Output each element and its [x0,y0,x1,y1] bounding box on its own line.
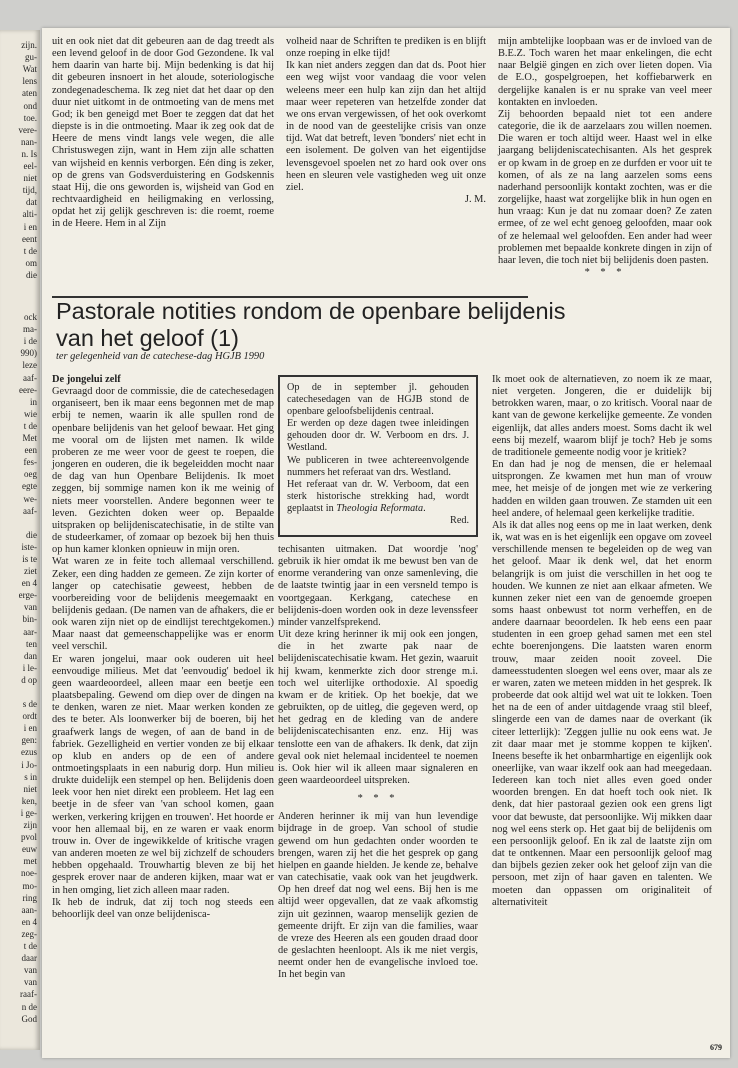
left-page-fragment: gen: [21,735,37,746]
left-page-fragment: s de [22,699,37,709]
left-page-fragment: eent [22,233,37,244]
continuation-paragraph: mijn ambtelijke loopbaan was er de invloed van de B.E.Z. Toch waren het maar enkelingen, die echt naar België gingen en zich over lieten dopen. Via de E.O., gospelgroepen, het koffiebarwerk en dergelijke kanalen is er nu sprake van veel meer kontakten en invloeden. [498,36,712,108]
left-page-fragment: egte [22,481,37,492]
left-page-fragment: zijn. [21,40,37,50]
editorial-note-text: Het referaat van dr. W. Verboom, dat een sterk historische strekking had, wordt geplaatst in [287,478,469,514]
left-page-fragment: ken, [21,795,37,806]
left-page-fragment: pvol [20,832,37,843]
editorial-note-text: . [423,502,426,514]
article-column-2 [278,544,478,981]
left-page-fragment: aar- [23,626,37,637]
left-page-fragment: eel- [23,161,37,171]
section-heading: De jongelui zelf [52,374,121,385]
column-3-top [498,36,712,279]
left-page-fragment: aan- [21,904,37,915]
left-page-fragment: van [24,977,37,988]
left-page-fragment: die [26,529,37,540]
left-page-fragment: is te [22,553,37,564]
continuation-paragraph: volheid naar de Schriften te prediken is en blijft onze roeping in elke tijd! [286,36,486,60]
left-page-fragment: zeg- [21,928,37,939]
left-page-fragment: gu- [25,52,37,63]
left-page-fragment: dan [24,650,37,661]
left-page-fragment: i ge- [20,807,37,818]
article-body: Gevraagd door de commissie, die de catechesedagen organiseert, ben ik maar eens begonnen met de map erbij te nemen, waarin ik alle spullen rond de openbare belijdenis van het geloof bewaar. Het ging me vooral om de lijsten met namen. Ik wilde proberen ze me weer voor de geest te roepen, die jongeren en ouderen, die ik begeleidden mocht naar de dag van hun Openbare Belijdenis. Ik moet zeggen, bij sommige namen kon ik me weinig of niets meer voorstellen. Andere begonnen weer te leven. Gezichten doken weer op. Bepaalde uitspraken op belijdeniscatechisatie, in de stilte van de studeerkamer, of zomaar op bezoek bij hen thuis op hun kamer klonken opnieuw in mijn oren. Wat waren ze in feite toch allemaal verschillend. Zeker, een ding hadden ze gemeen. Ze zijn korter of langer op catechisatie geweest, hebben de voorbereiding voor de belijdenis meegemaakt en belijdenis gedaan. (De namen van de afhakers, die er ook waren zijn niet op de eindlijst terechtgekomen.) Maar naast dat gemeenschappelijke was er enorm veel verschil. Er waren jongelui, maar ook ouderen uit heel eenvoudige milieus. Met dat 'eenvoudig' bedoel ik geen waardeoordeel, alleen maar een beetje een plaatsbepaling. Gewend om diep over de dingen na te denken, waren ze niet. Maar werken konden ze des te beter. Als loonwerker bij de boeren, bij het graafwerk langs de wegen, of aan de band in de fabriek. Gezelligheid en vertier vonden ze bij elkaar op klub en anders op de een of andere ontmoetingsplaats in een naburig dorp. Hun milieu drukte duidelijk een stempel op hen. Belijdenis doen leek voor hen niet direkt een probleem. Het lag een beetje in de sfeer van 'van school komen, gaan werken, verkering krijgen en trouwen'. Het hoorde er voor hen allemaal bij, en ze waren er vaak enorm trouw in. Over de ingewikkelde of kritische vragen van anderen moeten ze wel bij zichzelf de schouders hebben opgehaald. Trouwhartig bleven ze bij het gesprek erover naar de anderen kijken, maar wat er in hen omging, liet zich alleen maar raden. Ik heb de indruk, dat zij toch nog steeds een behoorlijk deel van onze belijdenisca- [52,386,274,920]
left-page-fragment: en 4 [21,578,37,589]
page-number: 679 [710,1043,722,1052]
editorial-note: Op de in september jl. gehouden catechesedagen van de HGJB stond de openbare geloofsbelijdenis centraal. [287,382,469,418]
left-page-fragment: God [21,1013,37,1024]
article-body: Anderen herinner ik mij van hun levendige bijdrage in de groep. Van school of studie gewend om hun gedachten onder woorden te brengen, waren zij het die het gesprek op gang hielpen en gaande hielden. Je kende ze, behalve van catechisatie, vaak ook van het jeugdwerk. Op hen dreef dat nog wel eens. Bij hen is me altijd weer opgevallen, dat ze vaak afkomstig zijn uit gezinnen, waarop menselijk gezien de gemeente drijft. Er zijn van die families, waar de vreze des Heeren als een gouden draad door de geslachten heenloopt. Als ik me niet vergis, neemt onder hen de evangelische invloed toe. In het begin van [278,811,478,981]
left-page-fragment: oeg [24,469,37,480]
left-page-fragment: niet [23,783,37,794]
journal-title: Theologia Reformata [336,502,424,514]
left-page-fragment: fes- [23,457,37,468]
left-page-fragment: ezus [21,747,37,758]
left-page-fragment: raaf- [20,989,37,1000]
continuation-paragraph: Ik kan niet anders zeggen dan dat ds. Poot hier een weg wijst voor vandaag die voor velen weleens meer een hulp kan zijn dan het altijd maar weer repeteren van hetzelfde zonder dat we ons ervan vergewissen, of het ook overkomt in de nood van de geestelijke crisis van onze tijd. Wat dat betreft, leven 'bonders' niet echt in een isolement. De golven van het eigentijdse levensgevoel spoelen net zo hard ook over ons heen en sleuren vele vastigheden weg uit onze ziel. [286,60,486,193]
left-page-fragment: en 4 [21,916,37,927]
article-subtitle: ter gelegenheid van de catechese-dag HGJB 1990 [56,351,265,362]
left-page-fragment: i le- [22,662,37,673]
left-page-fragment: t de [23,420,37,431]
editorial-note: We publiceren in twee achtereenvolgende nummers het referaat van drs. Westland. [287,454,469,478]
left-page-fragment: euw [22,844,37,855]
left-page-fragment: een [24,445,37,456]
left-page-fragment: ock [24,312,37,322]
left-page-fragment: aten [22,88,37,99]
section-separator: * * * [357,793,399,805]
magazine-page [42,28,730,1058]
left-page-fragment: t de [23,245,37,256]
section-separator: * * * [584,266,626,278]
left-page-fragment: Met [22,433,37,443]
left-page-fragment: niet [23,173,37,184]
column-1-top [52,36,274,231]
left-page-fragment: ordt [22,711,37,722]
left-page-fragment: i en [23,221,37,232]
continuation-paragraph: Zij behoorden bepaald niet tot een andere categorie, die ik de aarzelaars zou willen noemen. Die waren er toch altijd weer. Haast wel in elke jaargang belijdeniscatechisanten. Als het gesprek er op kwam in de groep en ze durfden er voor uit te komen, of als ze na lang aarzelen soms eens naderhand persoonlijk kontakt zochten, was er die zorgelijke, haast wat zorgelijke blik in hun ogen en hun vraag: Kun je dat nu zomaar doen? Ze zaten ermee, of ze wel echt genoeg geloofden, maar ook of ze helemaal wel geloofden. Een ander had weer problemen met bepaalde konkrete dingen in zijn of haar leven, die toch niet bij belijdenis doen pasten. [498,108,712,266]
continuation-paragraph: uit en ook niet dat dit gebeuren aan de dag treedt als een levend geloof in de door God Gezondene. Ik val hem daarin van harte bij. Mijn bedenking is dat hij dit gebeuren insnoert in het aloude, soteriologische zondegenadeschema. Ik zeg niet dat het daar op den duur niet uitkomt in de ontmoeting van de mens met God; ik ben geneigd met Boer te zeggen dat dat het diepste is in die ontmoeting. Maar ik zeg ook dat de Heere de mens vindt langs vele wegen, die alle Christuswegen zijn, want in Hem zijn alle schatten van wijsheid en kennis verborgen. Eén ding is zeker, op de grens van Godsverduistering en Godskennis staat Hij, die ons geworden is, wijsheid van God en rechtvaardigheid en heiligmaking en verlossing, opdat het zij gelijk geschreven is: die roemt, roeme in de Heere. Hem in al Zijn [52,36,274,230]
left-page-fragment: ten [26,638,37,649]
left-page-fragment: nan- [21,136,37,147]
left-page-fragment: dat [26,197,37,208]
left-page-fragment: t de [23,941,37,951]
left-page-fragment: i de [23,336,37,347]
editorial-signature: Red. [450,515,469,527]
left-page-fragment: erge- [18,590,37,601]
left-page-fragment: iste- [21,541,37,552]
left-page-fragment: zijn [23,820,37,830]
author-initials: J. M. [464,194,486,206]
left-page-fragment: aaf- [23,372,37,383]
editorial-note: Er werden op deze dagen twee inleidingen gehouden door dr. W. Verboom en drs. J. Westland. [287,418,469,454]
left-page-fragment: noe- [21,868,37,879]
left-page-fragment: ring [22,892,37,903]
article-column-1 [52,374,274,921]
left-page-fragment: n. Is [21,148,37,159]
left-page-fragment: daar [21,953,37,964]
left-page-fragment: die [26,269,37,280]
left-page-fragment: leze [22,360,37,371]
left-page-fragment: om [25,257,37,268]
left-page-fragment: met [23,856,37,867]
editorial-note-box [278,375,478,537]
left-page-fragment: i Jo- [21,759,37,770]
left-page-fragment: Wat [22,64,37,75]
left-page-fragment: lens [22,76,37,87]
left-page-fragment: wie [24,408,37,419]
article-title: Pastorale notities rondom de openbare belijdenis van het geloof (1) [56,298,566,351]
left-page-fragment: s in [24,771,37,782]
left-page-fragment: toe. [23,112,37,123]
left-page-fragment: tijd, [22,185,37,196]
left-page-fragment: van [24,602,37,613]
left-page-fragment: alti- [22,209,37,220]
article-body: techisanten uitmaken. Dat woordje 'nog' gebruik ik hier omdat ik me bewust ben van de enorme verandering van onze samenleving, die de laatste twintig jaar in een versneld tempo is voortgegaan. Kerkgang, catechese en belijdenis-doen worden ook in deze levenssfeer minder vanzelfsprekend. Uit deze kring herinner ik mij ook een jongen, die in het zwarte pak naar de belijdeniscatechisatie kwam. Het gezin, waaruit hij kwam, kenmerkte zich door strenge m.i. toch wel uiterlijke orthodoxie. Al spoedig kwam er de kritiek. Op het boekje, dat we gebruikten, op de uitleg, die gegeven werd, op het gedrag en de kleding van de andere belijdeniscatechisanten enz. enz. Hij was tenslotte een van de afhakers. Ik denk, dat zijn geval ook niet helemaal incidenteel te noemen is. Ook hier wil ik alleen maar signaleren en geen waardeoordeel uitspreken. [278,544,478,786]
left-page-fragment: van [24,965,37,976]
left-page-fragment: d op [21,674,37,685]
left-page-fragment: ond [23,100,37,111]
left-page-fragment: ziet [24,566,37,576]
left-page-fragment: mo- [22,880,37,891]
left-page-fragment: 990) [20,348,37,359]
left-page-fragment: n de [21,1001,37,1012]
article-body: Ik moet ook de alternatieven, zo noem ik ze maar, niet vergeten. Jongeren, die er duidelijk bij betrokken waren, maar, o zo kritisch. Vooral naar de kant van de gewone kerkelijke gemeente. Ze vonden eigenlijk, dat alles anders moest. Soms dacht ik wel eens bij mezelf, waarom blijf je toch? Heb je soms de traditionele gemeente nodig voor je kritiek? En dan had je nog de mensen, die er helemaal uitsprongen. Ze kwamen met hun man of vrouw mee, het meisje of de jongen met wie ze verkering hadden en wilden gaan trouwen. Ze stamden uit een heel andere, of helemaal geen kerkelijke traditie. Als ik dat alles nog eens op me in laat werken, denk ik, wat was en is het eigenlijk een opgave om zoveel verschillende mensen te begeleiden op de weg van het geloof. Maar ik denk wel, dat het enorm belangrijk is om juist die verschillen in het oog te houden. We kunnen ze niet aan elkaar afmeten. We kunnen zeker niet een van de genoemde groepen soms haast onbewust tot norm verheffen, en de andere daarnaar beoordelen. Ik heb eens een paar studenten in een groep gehad samen met een stel echte boerenjongens. Die laatsten waren enorm trouw, maar zeiden nooit zoveel. Die dameesstudenten sloegen wel eens over, maar als ze er waren, zaten we meteen midden in het gesprek. Ik probeerde dat ook altijd wel wat uit te lokken. Toen het na de een of ander uitdagende vraag stil bleef, slingerde een van de dames naar de overkant (ik citeer letterlijk): 'Zeggen jullie nu ook eens wat. Je zit daar maar met je stomme koppen te kijken'. Ineens besefte ik het onbarmhartige en eigenlijk ook oneerlijke, van waar ikzelf ook aan had meegedaan. Iedereen kan toch niet alles even goed onder woorden brengen. En dat hoeft toch ook niet. Ik denk, dat hier pastoraal gezien ook een grens ligt voor dat bewuste, dat persoonlijke. Wij mikken daar nog wel eens sterk op. Het gaat bij de belijdenis om een persoonlijk geloof. En ik zal de laatste zijn om dat te ontkennen. Maar een persoonlijk geloof mag dan bijbels gezien zeker ook het geloof zijn van die persoon, met zijn of haar gaven en talenten. We moeten dan oppassen om originaliteit of alternativiteit [492,374,712,908]
left-page-fragment: eere- [19,384,37,395]
article-column-3 [492,374,712,909]
left-page-edge [0,30,40,1050]
left-page-fragment: aaf- [23,505,37,516]
column-2-top [286,36,486,206]
editorial-note [287,479,469,515]
left-page-fragment: i en [23,723,37,734]
left-page-fragment: in [29,396,37,407]
left-page-fragment: vere- [18,124,37,135]
left-page-fragment: bin- [22,614,37,625]
left-page-fragment: ma- [23,324,37,335]
left-page-fragment: we- [23,493,37,504]
